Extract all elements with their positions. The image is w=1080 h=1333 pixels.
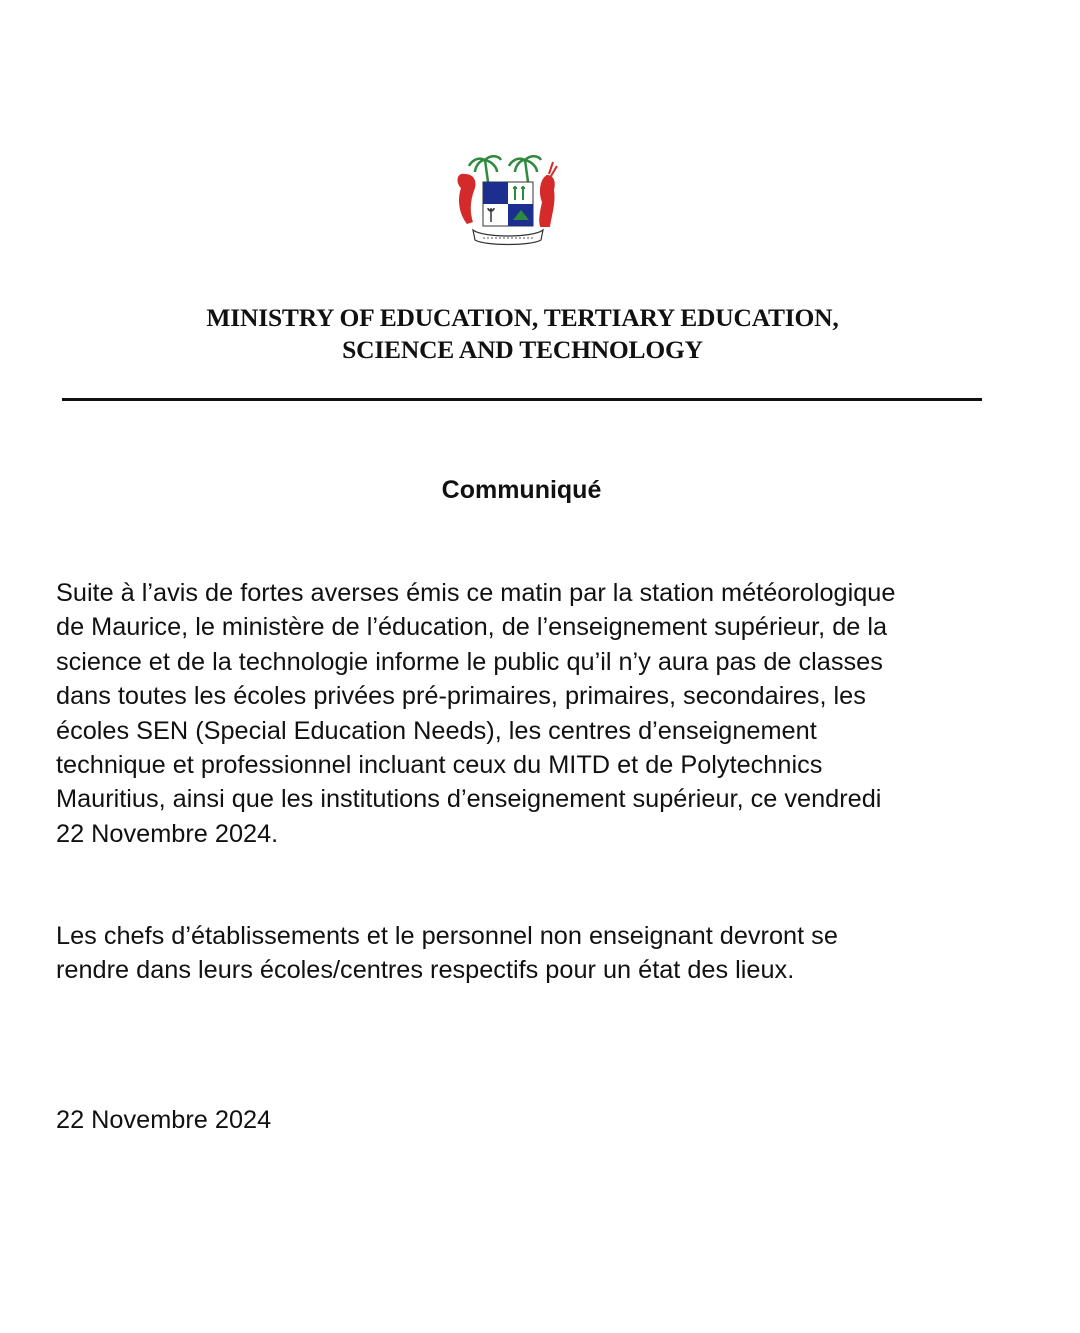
header-divider [62, 398, 982, 401]
paragraph-line: dans toutes les écoles privées pré-primaires, primaires, secondaires, les [56, 682, 866, 711]
ministry-heading-line-2: SCIENCE AND TECHNOLOGY [342, 335, 703, 364]
ministry-heading-line-1: MINISTRY OF EDUCATION, TERTIARY EDUCATION, [206, 303, 839, 332]
paragraph-announcement [56, 576, 1016, 851]
paragraph-line: science et de la technologie informe le public qu’il n’y aura pas de classes [56, 647, 883, 676]
paragraph-staff-instructions [56, 919, 1016, 988]
paragraph-line: Mauritius, ainsi que les institutions d’enseignement supérieur, ce vendredi [56, 785, 882, 814]
document-title: Communiqué [441, 476, 602, 504]
paragraph-line: Les chefs d’établissements et le personnel non enseignant devront se [56, 922, 838, 950]
ministry-heading [0, 302, 1045, 366]
paragraph-line: Suite à l’avis de fortes averses émis ce matin par la station météorologique [56, 579, 896, 607]
document-date: 22 Novembre 2024 [56, 1106, 272, 1134]
paragraph-line: 22 Novembre 2024. [56, 819, 279, 848]
paragraph-line: écoles SEN (Special Education Needs), les centres d’enseignement [56, 716, 817, 745]
coat-of-arms-icon [443, 152, 573, 252]
paragraph-line: technique et professionnel incluant ceux du MITD et de Polytechnics [56, 751, 823, 780]
paragraph-line: de Maurice, le ministère de l’éducation, de l’enseignement supérieur, de la [56, 613, 888, 642]
paragraph-line: rendre dans leurs écoles/centres respectifs pour un état des lieux. [56, 956, 795, 985]
